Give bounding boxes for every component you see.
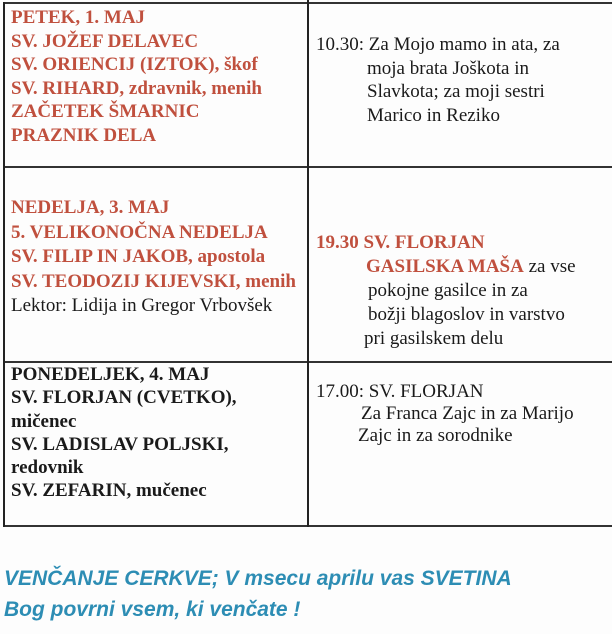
mass-line: Zajc in za sorodnike <box>358 425 513 446</box>
row-1-masses <box>316 33 560 127</box>
mass-time-heading: 19.30 SV. FLORJAN <box>316 232 485 253</box>
mass-line: Za Franca Zajc in za Marijo <box>361 403 574 424</box>
mass-line: Slavkota; za moji sestri <box>367 81 545 102</box>
wedding-note: VENČANJE CERKVE; V msecu aprilu vas SVETINA <box>4 567 512 590</box>
feast-line: SV. TEODOZIJ KIJEVSKI, menih <box>11 270 296 292</box>
row-3-feasts <box>11 363 237 503</box>
row-1-feasts <box>11 6 262 147</box>
column-divider <box>307 0 309 527</box>
feast-line: SV. ZEFARIN, mučenec <box>11 480 207 502</box>
mass-line: 17.00: SV. FLORJAN <box>316 381 484 402</box>
thanks-note: Bog povrni vsem, ki venčate ! <box>4 598 301 621</box>
feast-line: SV. RIHARD, zdravnik, menih <box>11 77 262 99</box>
feast-line: mičenec <box>11 410 77 432</box>
feast-line: SV. FLORJAN (CVETKO), <box>11 387 237 409</box>
mass-line: za vse <box>528 256 576 277</box>
row-3-masses <box>316 381 574 447</box>
mass-line: Marico in Reziko <box>367 104 500 126</box>
feast-line: SV. JOŽEF DELAVEC <box>11 30 199 52</box>
feast-line: ZAČETEK ŠMARNIC <box>11 101 200 122</box>
mass-line: božji blagoslov in varstvo <box>368 304 565 325</box>
mass-line: 10.30: Za Mojo mamo in ata, za <box>316 34 560 55</box>
feast-line: SV. FILIP IN JAKOB, apostola <box>11 246 266 267</box>
feast-line: PRAZNIK DELA <box>11 124 157 146</box>
feast-line: SV. ORIENCIJ (IZTOK), škof <box>11 54 258 75</box>
day-heading: PONEDELJEK, 4. MAJ <box>11 364 210 385</box>
lector-line: Lektor: Lidija in Gregor Vrbovšek <box>11 295 273 316</box>
feast-line: SV. LADISLAV POLJSKI, <box>11 433 229 455</box>
mass-line: moja brata Joškota in <box>367 57 529 79</box>
day-heading: NEDELJA, 3. MAJ <box>11 197 170 218</box>
table-border-left <box>3 2 5 527</box>
feast-line: 5. VELIKONOČNA NEDELJA <box>11 221 268 243</box>
mass-line: pokojne gasilce in za <box>368 280 528 301</box>
mass-title: GASILSKA MAŠA <box>366 256 524 277</box>
mass-line: pri gasilskem delu <box>364 328 504 349</box>
row-2-feasts <box>11 196 296 319</box>
day-heading: PETEK, 1. MAJ <box>11 7 146 28</box>
feast-line: redovnik <box>11 457 84 479</box>
row-2-masses <box>316 231 576 351</box>
